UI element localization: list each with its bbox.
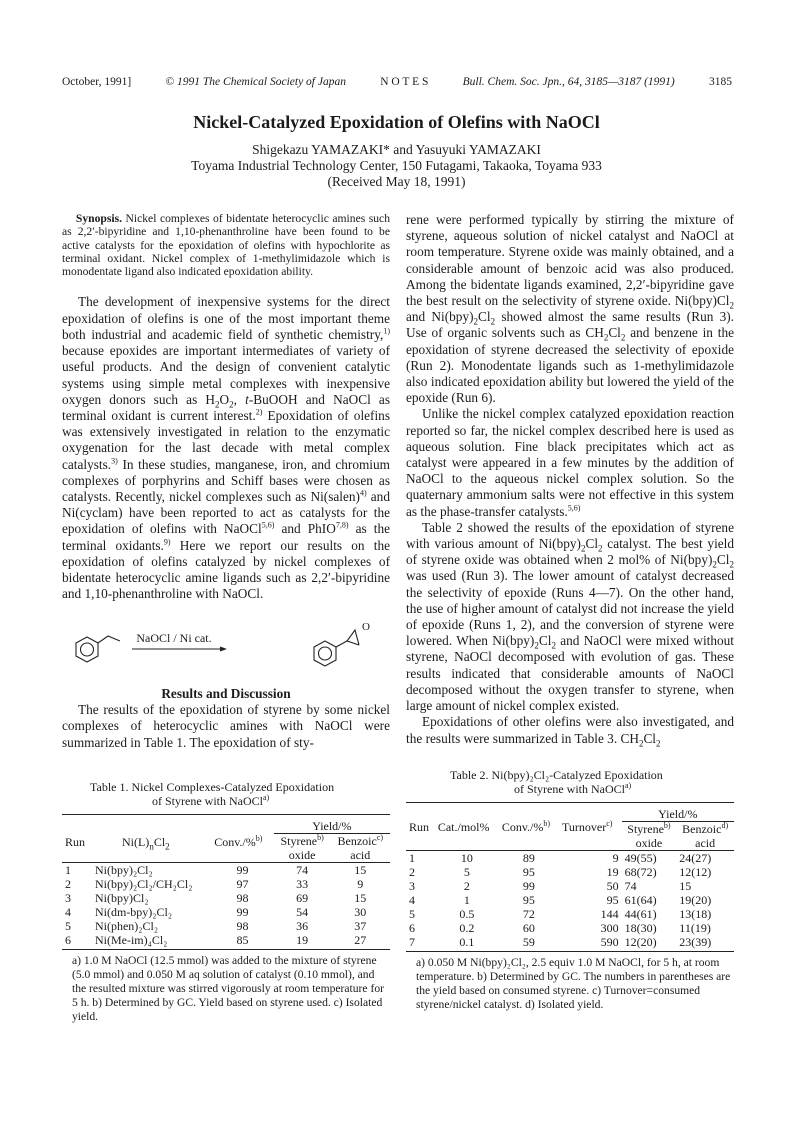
table-cell: 61(64) — [624, 893, 657, 907]
table1-block — [62, 780, 390, 1024]
table-cell: 5 — [463, 865, 470, 879]
table2-caption-line1: Table 2. Ni(bpy)₂Cl₂-Catalyzed Epoxidation — [450, 768, 663, 782]
table-cell: 69 — [296, 891, 309, 905]
section-heading: Results and Discussion — [161, 686, 291, 701]
table-cell: 49(55) — [624, 851, 657, 865]
reaction-arrow — [132, 647, 227, 652]
table-cell: 9 — [357, 877, 364, 891]
table1-caption-text: of Styrene with NaOCl — [152, 794, 263, 808]
header-copyright: © 1991 The Chemical Society of Japan — [165, 76, 346, 88]
table-cell: Ni(dm-bpy)₂Cl₂ — [94, 905, 173, 919]
table1-subheader-row2: oxide acid — [288, 848, 371, 862]
header-section: N O T E S — [380, 76, 429, 88]
table-cell: 95 — [522, 893, 535, 907]
table-cell: 590 — [600, 935, 619, 949]
table-cell: 95 — [522, 865, 535, 879]
table-cell: 13(18) — [679, 907, 712, 921]
table-row — [406, 851, 734, 866]
table-cell: 4 — [65, 905, 71, 919]
results-paragraph: The results of the epoxidation of styrene by some nickel complexes of heterocyclic amines with NaOCl were summarized in Table 1. The epoxidation of sty- — [62, 702, 390, 750]
paper-title: Nickel-Catalyzed Epoxidation of Olefins with NaOCl — [193, 112, 600, 132]
table1-caption-line2: of Styrene with NaOCl$^{a)}$ — [152, 793, 270, 808]
table-cell: 18(30) — [624, 921, 657, 935]
table-cell: 59 — [522, 935, 535, 949]
table-cell: 0.2 — [459, 921, 475, 935]
table-cell: 85 — [236, 933, 249, 947]
received-date: (Received May 18, 1991) — [327, 174, 466, 189]
table-cell: 15 — [679, 879, 692, 893]
reaction-scheme — [62, 620, 390, 678]
table-cell: 36 — [296, 919, 309, 933]
table-cell: 15 — [354, 891, 367, 905]
table-cell: 37 — [354, 919, 367, 933]
table-cell: 89 — [522, 851, 535, 865]
table-cell: Ni(bpy)Cl₂ — [94, 891, 149, 905]
table-cell: 98 — [236, 891, 249, 905]
table2-body — [406, 851, 734, 950]
table-cell: 68(72) — [624, 865, 657, 879]
table-row — [62, 863, 390, 878]
synopsis: Synopsis. Nickel complexes of bidentate heterocyclic amines such as 2,2′-bipyridine and 1,10-phenanthroline have been found to be active catalysts for the epoxidation of olefins with hypochlorite as terminal oxidant. Nickel complex of 1-methylimidazole which is monodentate ligand also indicated epoxidation ability. — [62, 212, 390, 279]
table-cell: 144 — [600, 907, 619, 921]
table2-caption-text: of Styrene with NaOCl — [514, 782, 625, 796]
table-cell: 5 — [409, 907, 415, 921]
table-cell: 74 — [624, 879, 637, 893]
table-row — [62, 933, 390, 947]
table-row — [406, 879, 734, 893]
table-cell: 44(61) — [624, 907, 657, 921]
table-cell: 3 — [409, 879, 415, 893]
table1 — [62, 814, 390, 947]
table-cell: 50 — [606, 879, 619, 893]
table-row — [406, 865, 734, 879]
table2-caption — [406, 768, 734, 796]
left-column — [62, 212, 390, 602]
table-cell: 6 — [409, 921, 415, 935]
table-cell: 300 — [600, 921, 619, 935]
table-cell: 2 — [463, 879, 470, 893]
table-row — [62, 919, 390, 933]
table1-caption-line1: Table 1. Nickel Complexes-Catalyzed Epoxidation — [90, 780, 335, 794]
table-cell: 0.5 — [459, 907, 475, 921]
table-cell: 19 — [296, 933, 309, 947]
nickel-complex-paragraph: Unlike the nickel complex catalyzed epoxidation reaction reported so far, the nickel complex described here is used as aqueous solution. Fine black precipitates which act as catalyst were appeared in a few minutes by the addition of NaOCl to the aqueous nickel complex solution. So the quaternary ammonium salts were not effective in this system as the phase-transfer catalysts.$^{5,6)}$ — [406, 406, 734, 519]
table-cell: 99 — [236, 863, 249, 877]
intro-paragraph: The development of inexpensive systems for the direct epoxidation of olefins is one of the most important theme both industrial and academic field of synthetic chemistry,$^{1)}$ because epoxides are important intermediates of variety of useful products. And the design of convenient catalytic systems using simple metal complexes with inexpensive oxygen donors such as $H_2O_2$, t-BuOOH and NaOCl as terminal oxidant is current interest.$^{2)}$ Epoxidation of olefins was extensively investigated in relation to the enzymatic oxygenation for the last decade with metal complex catalysts.$^{3)}$ In these studies, manganese, iron, and chromium complexes of porphyrins and Schiff bases were chosen as catalysts. Recently, nickel complexes such as Ni(salen)$^{4)}$ and Ni(cyclam) have been reported to act as catalysts for the epoxidation of olefins with NaOCl$^{5,6)}$ and PhIO$^{7,8)}$ as the terminal oxidants.$^{9)}$ Here we report our results on the epoxidation of olefins catalyzed by nickel complexes of bidentate heterocyclic amine ligands such as 2,2′-bipyridine and 1,10-phenanthroline with NaOCl. — [62, 294, 390, 602]
table-cell: 60 — [522, 921, 535, 935]
table-cell: 1 — [65, 863, 71, 877]
header-journal: Bull. Chem. Soc. Jpn., 64, 3185—3187 (1991) — [462, 76, 675, 88]
table-cell: 74 — [296, 863, 309, 877]
table-cell: 10 — [460, 851, 473, 865]
table1-footnote: a) 1.0 M NaOCl (12.5 mmol) was added to the mixture of styrene (5.0 mmol) and 0.050 M aq solution of catalyst (0.10 mmol), and the resulted mixture was stirred vigorously at room temperature for 5 h. b) Determined by GC. Yield based on styrene used. c) Isolated yield. — [72, 954, 384, 1023]
table2-subheader-row2: oxide acid — [635, 836, 716, 850]
table-cell: 1 — [463, 893, 470, 907]
table-cell: 97 — [236, 877, 249, 891]
table-row — [406, 935, 734, 949]
table-cell: 0.1 — [459, 935, 475, 949]
table-cell: 4 — [409, 893, 415, 907]
table-row — [62, 877, 390, 891]
header-date: October, 1991] — [62, 76, 132, 88]
table-cell: 6 — [65, 933, 71, 947]
table-cell: 54 — [296, 905, 309, 919]
table-row — [406, 893, 734, 907]
table-cell: Ni(Me-im)₄Cl₂ — [94, 933, 168, 947]
authors: Shigekazu YAMAZAKI* and Yasuyuki YAMAZAKI — [252, 142, 541, 157]
table1-subheader-row: Styrene$^{b)}$ Benzoic$^{c)}$ — [62, 834, 390, 849]
styrene-oxide-structure — [314, 630, 359, 666]
table2-caption-line2: of Styrene with NaOCl$^{a)}$ — [514, 781, 632, 796]
other-olefins-paragraph: Epoxidations of other olefins were also investigated, and the results were summarized in Table 3. $CH_2Cl_2$ — [406, 714, 734, 749]
table-cell: 19(20) — [679, 893, 712, 907]
table-cell: 3 — [65, 891, 71, 905]
table-cell: 19 — [606, 865, 619, 879]
reagent-label: NaOCl / Ni cat. — [136, 631, 212, 645]
table-cell: Ni(phen)₂Cl₂ — [94, 919, 159, 933]
table-cell: 72 — [522, 907, 535, 921]
table2-discussion-paragraph: Table 2 showed the results of the epoxidation of styrene with various amount of $Ni(bpy)_2Cl_2$ catalyst. The best yield of styrene oxide was obtained when 2 mol% of $Ni(bpy)_2Cl_2$ was used (Run 3). The lower amount of catalyst decreased the selectivity of epoxide (Runs 4—7). On the other hand, the use of higher amount of catalyst did not increase the yield of epoxide (Runs 1, 2), and the conversion of styrene were lowered. When $Ni(bpy)_2Cl_2$ and NaOCl were mixed without styrene, NaOCl decomposed with evolution of gas. These results indicated that considerable amounts of NaOCl decomposed without the oxygen transfer to styrene, when large amount of nickel complex existed. — [406, 519, 735, 714]
table-row — [62, 891, 390, 905]
table-cell: 12(20) — [624, 935, 657, 949]
table2-footnote: a) 0.050 M Ni(bpy)₂Cl₂, 2.5 equiv 1.0 M NaOCl, for 5 h, at room temperature. b) Determined by GC. The numbers in parentheses are the yield based on consumed styrene. c) Turnover=consumed styrene/nickel catalyst. d) Isolated yield. — [416, 956, 731, 1011]
left-column-continued — [62, 686, 390, 751]
table-row — [62, 905, 390, 919]
table1-body — [62, 863, 390, 948]
table-cell: 95 — [606, 893, 619, 907]
table-cell: 23(39) — [679, 935, 712, 949]
right-column — [406, 212, 734, 747]
table2-header-row: Run Cat./mol% Conv./%$^{b)}$ Turnover$^{c)}$ Yield/% — [406, 803, 734, 822]
running-header — [62, 76, 732, 88]
table-cell: 2 — [65, 877, 71, 891]
table-cell: 11(19) — [679, 921, 711, 935]
table-cell: 30 — [354, 905, 367, 919]
table-cell: 99 — [236, 905, 249, 919]
table1-header-row: Run $Ni(L)_nCl_2$ Conv./%$^{b)}$ Yield/% — [62, 815, 390, 834]
table-cell: 27 — [354, 933, 367, 947]
styrene-structure — [76, 636, 120, 662]
table-cell: 5 — [65, 919, 71, 933]
table-cell: 1 — [409, 851, 415, 865]
table-cell: 99 — [522, 879, 535, 893]
table-cell: Ni(bpy)₂Cl₂ — [94, 863, 153, 877]
table2-block — [406, 768, 734, 1012]
header-page: 3185 — [708, 76, 732, 88]
table-cell: 33 — [296, 877, 309, 891]
table-cell: 2 — [409, 865, 415, 879]
table-cell: 12(12) — [679, 865, 712, 879]
table-row — [406, 907, 734, 921]
table2-subheader-row: Styrene$^{b)}$ Benzoic$^{d)}$ — [406, 822, 734, 837]
table-cell: 9 — [612, 851, 619, 865]
affiliation: Toyama Industrial Technology Center, 150 Futagami, Takaoka, Toyama 933 — [191, 158, 602, 173]
table-cell: 15 — [354, 863, 367, 877]
oxygen-atom: O — [362, 621, 370, 633]
table-cell: 7 — [409, 935, 415, 949]
table2 — [406, 802, 734, 949]
table-row — [406, 921, 734, 935]
styrene-paragraph: rene were performed typically by stirring the mixture of styrene, aqueous solution of nickel catalyst and NaOCl at room temperature. Styrene oxide was mainly obtained, and a considerable amount of benzoic acid was also produced. Among the bidentate ligands examined, 2,2′-bipyridine gave the best result on the selectivity of styrene oxide. $Ni(bpy)Cl_2$ and $Ni(bpy)_2Cl_2$ showed almost the same results (Run 3). Use of organic solvents such as $CH_2Cl_2$ and benzene in the epoxidation of styrene decreased the selectivity of epoxide (Run 2). Monodentate ligands such as 1-methylimidazole also indicated epoxidation ability but lowered the yield of the epoxide (Run 6). — [406, 212, 735, 406]
table1-caption — [62, 780, 390, 808]
author-block — [0, 142, 793, 190]
table-cell: Ni(bpy)₂Cl₂/CH₂Cl₂ — [94, 877, 193, 891]
table-cell: 24(27) — [679, 851, 712, 865]
table-cell: 98 — [236, 919, 249, 933]
